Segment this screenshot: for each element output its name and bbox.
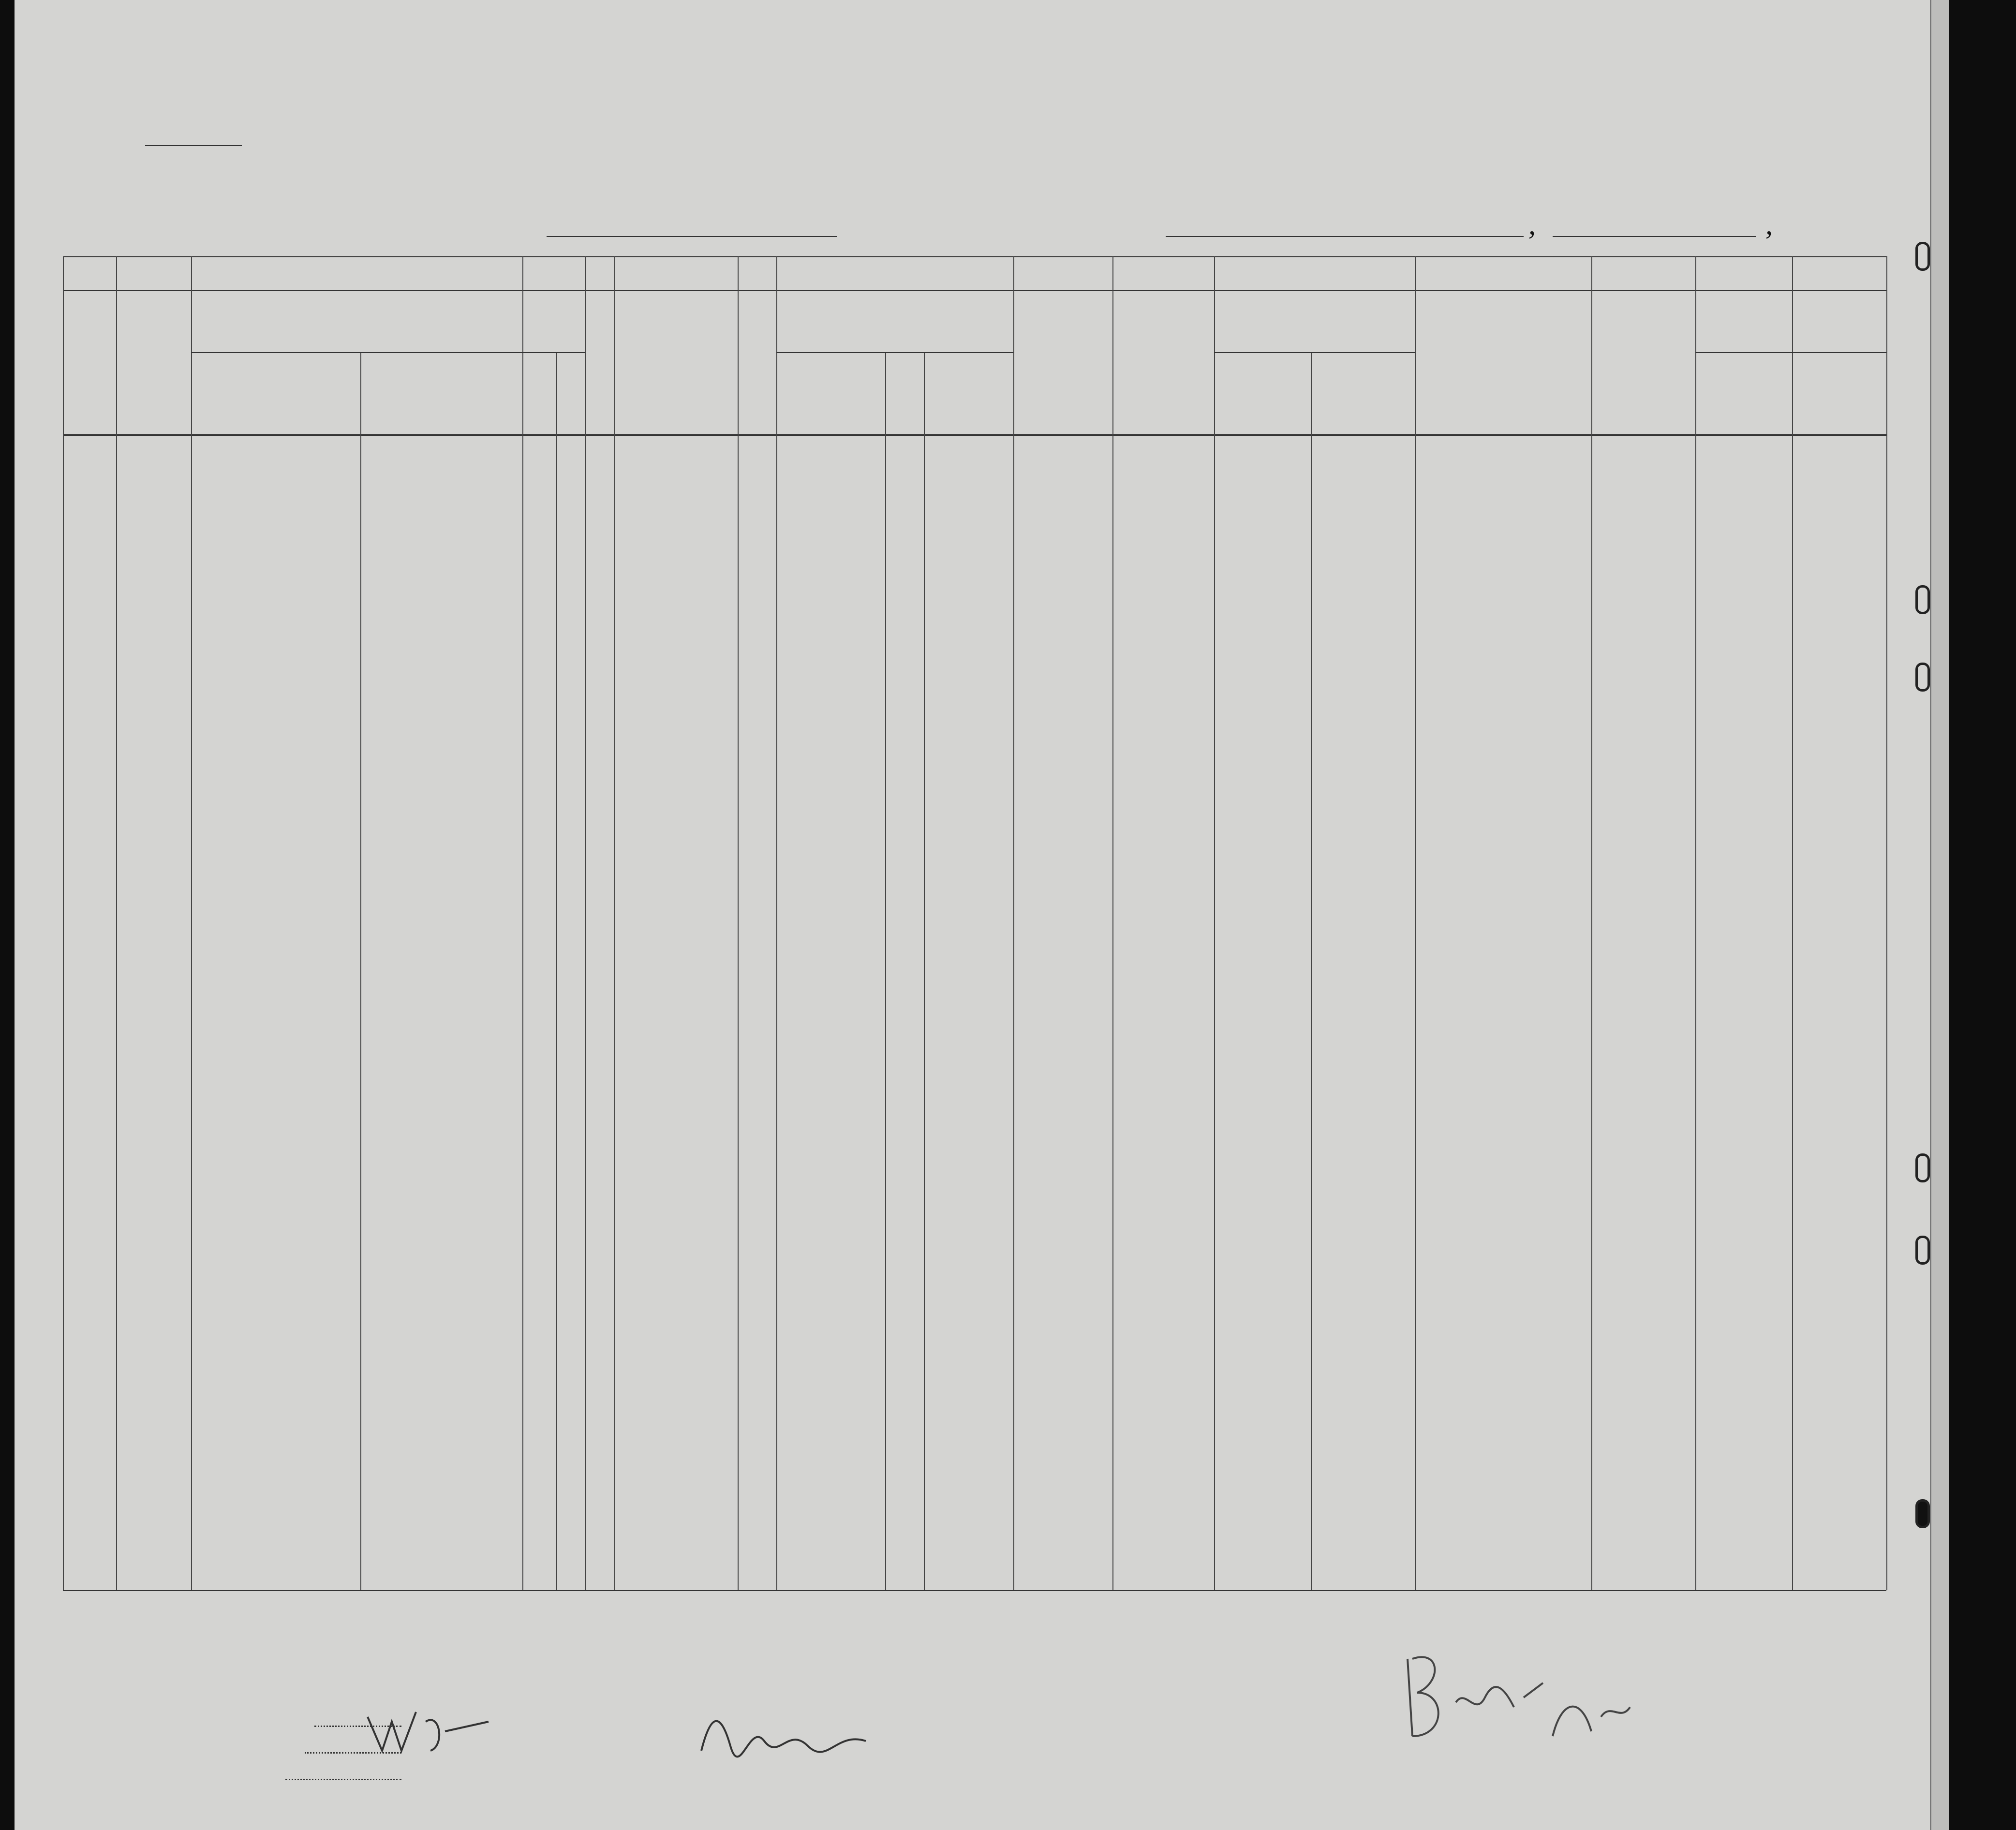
column-rule bbox=[1013, 256, 1014, 1590]
handwritten-annotation bbox=[1398, 1639, 1649, 1756]
purser-signature bbox=[692, 1693, 885, 1770]
column-rule bbox=[191, 256, 192, 1590]
manifest-sheet bbox=[15, 0, 1949, 1830]
binding-hole bbox=[1915, 663, 1930, 692]
column-rule bbox=[522, 256, 523, 1590]
column-rule bbox=[556, 353, 557, 1590]
binding-hole bbox=[1915, 242, 1930, 271]
paper-edge bbox=[1930, 0, 1949, 1830]
header-rule bbox=[63, 434, 1886, 436]
sub-header-rule bbox=[776, 352, 1013, 353]
ship-line bbox=[489, 208, 1901, 242]
column-rule bbox=[885, 353, 886, 1590]
column-rule bbox=[1695, 256, 1696, 1590]
column-rule bbox=[738, 256, 739, 1590]
column-rule bbox=[585, 256, 586, 1590]
date-line bbox=[1553, 236, 1756, 237]
dotted-leader bbox=[285, 1779, 401, 1780]
binding-hole bbox=[1915, 1153, 1930, 1182]
sub-header-rule bbox=[191, 352, 522, 353]
column-rule bbox=[1415, 256, 1416, 1590]
column-rule bbox=[614, 256, 615, 1590]
column-rule bbox=[924, 353, 925, 1590]
port-line bbox=[1166, 236, 1524, 237]
binding-hole bbox=[1915, 1236, 1930, 1265]
column-number-rule bbox=[63, 290, 1886, 291]
sub-header-rule bbox=[1214, 352, 1415, 353]
column-rule bbox=[1591, 256, 1592, 1590]
column-rule bbox=[63, 256, 64, 1590]
sub-header-rule bbox=[522, 352, 585, 353]
ship-name-line bbox=[547, 236, 837, 237]
column-rule bbox=[360, 353, 361, 1590]
table-bottom-rule bbox=[63, 1590, 1886, 1591]
binding-hole bbox=[1915, 1499, 1930, 1528]
binding-hole bbox=[1915, 585, 1930, 614]
column-rule bbox=[1214, 256, 1215, 1590]
comma: , bbox=[1528, 208, 1536, 240]
column-rule bbox=[1112, 256, 1113, 1590]
list-number-line bbox=[145, 145, 242, 146]
column-rule bbox=[1311, 353, 1312, 1590]
column-rule bbox=[1792, 256, 1793, 1590]
column-rule bbox=[116, 256, 117, 1590]
certifier-initials bbox=[363, 1702, 498, 1760]
sub-header-rule bbox=[1695, 352, 1886, 353]
comma: , bbox=[1765, 208, 1773, 240]
column-rule bbox=[1886, 353, 1887, 1590]
table-top-rule bbox=[63, 256, 1886, 257]
column-rule bbox=[776, 256, 777, 1590]
